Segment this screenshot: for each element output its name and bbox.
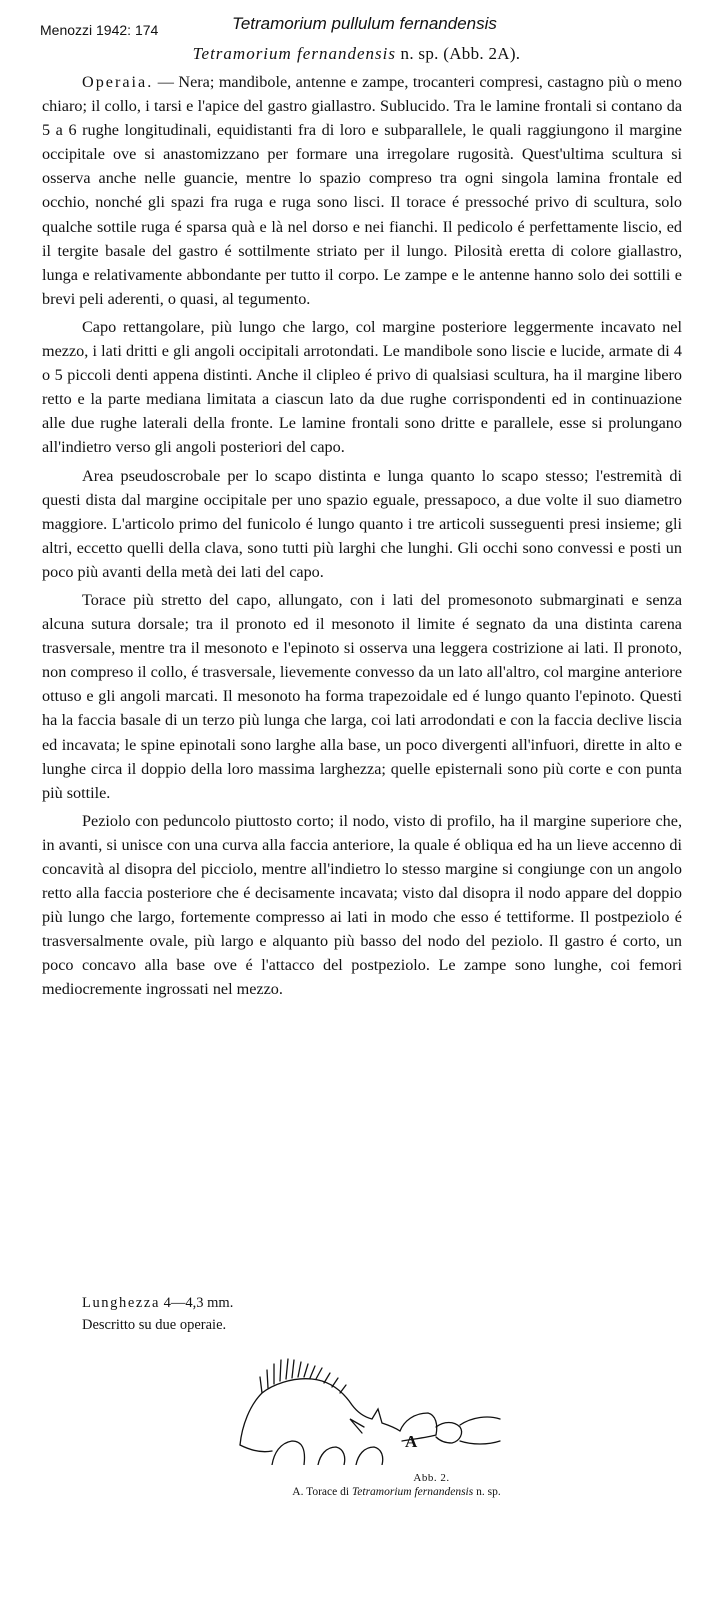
figure-caption bbox=[0, 1486, 713, 1498]
described-line: Descritto su due operaie. bbox=[82, 1317, 227, 1333]
figure-number: Abb. 2. bbox=[413, 1472, 450, 1484]
header-citation: Menozzi 1942: 174 bbox=[40, 22, 159, 38]
thorax-illustration bbox=[232, 1355, 502, 1465]
paragraph-petiole: Peziolo con peduncolo piuttosto corto; il nodo, visto di profilo, ha il margine superiore che, in avanti, si unisce con una curva alla faccia anteriore, la quale é obliqua ed ha un lieve accenno di concavità al disopra del picciolo, mentre all'indietro lo stesso margine si congiunge con un angolo retto alla faccia posteriore che é decisamente incavata; visto dal disopra il nodo appare del doppio più lungo che largo, fortemente compresso ai lati in modo che esso é tettiforme. Il postpeziolo é trasversalmente ovale, più largo e alquanto più basso del nodo del peziolo. Il gastro é corto, un poco concavo alla base ove é l'attacco del postpeziolo. Le zampe sono lunghe, coi femori mediocremente ingrossati nel mezzo. bbox=[42, 811, 682, 999]
paragraph-head: Capo rettangolare, più lungo che largo, col margine posteriore leggermente incavato nel mezzo, i lati dritti e gli angoli occipitali arrotondati. Le mandibole sono liscie e lucide, armate di 4 o 5 piccoli denti appena distinti. Anche il clipleo é privo di qualsiasi scultura, ha il margine libero retto e la parte mediana limitata a ciascun lato da due rughe corrispondenti ed in continuazione alle due rughe laterali della fronte. Le lamine frontali sono dritte e parallele, esse si prolungano all'indietro verso gli angoli posteriori del capo. bbox=[42, 317, 682, 457]
description-body bbox=[42, 70, 682, 1006]
paragraph-lead: Operaia. bbox=[82, 73, 154, 91]
paragraph-text: — Nera; mandibole, antenne e zampe, trocanteri compresi, castagno più o meno chiaro; il collo, i tarsi e l'apice del gastro giallastro. Sublucido. Tra le lamine frontali si contano da 5 a 6 rughe longitudinali, equidistanti fra di loro e subparallele, le quali raggiungono il margine occipitale ove si anastomizzano per formare una irregolare rugosità. Quest'ultima scultura si osserva anche nelle guancie, mentre lo spazio compreso tra ogni singola lamina frontale ed occhio, nonché gli spazi fra ruga e ruga sono lisci. Il torace é pressoché privo di scultura, solo qualche sottile ruga é sparsa quà e là nel dorso e nei fianchi. Il pedicolo é perfettamente liscio, ed il tergite basale del gastro é sottilmente striato per il lungo. Pilosità eretta di colore giallastro, lunga e relativamente abbondante per tutto il corpo. Le zampe e le antenne hanno solo dei sottili e brevi peli aderenti, o quasi, al tegumento. bbox=[42, 73, 682, 308]
header-taxon: Tetramorium pullulum fernandensis bbox=[232, 14, 497, 33]
caption-taxon: Tetramorium fernandensis bbox=[351, 1486, 474, 1498]
species-title bbox=[0, 44, 713, 64]
length-line bbox=[82, 1292, 233, 1314]
measurements bbox=[82, 1292, 233, 1336]
paragraph-antenna: Area pseudoscrobale per lo scapo distinta e lunga quanto lo scapo stesso; l'estremità di questi dista dal margine occipitale per uno spazio eguale, pressapoco, a due volte il suo diametro maggiore. L'articolo primo del funicolo é lungo quanto i tre articoli susseguenti presi insieme; gli altri, eccetto quelli della clava, sono tutti più larghi che lunghi. Gli occhi sono convessi e posti un poco più avanti della metà dei lati del capo. bbox=[42, 466, 682, 581]
species-name: Tetramorium fernandensis bbox=[192, 44, 396, 63]
paragraph-worker bbox=[42, 70, 682, 311]
paragraph-thorax: Torace più stretto del capo, allungato, con i lati del promesonoto submarginati e senza alcuna sutura dorsale; tra il pronoto ed il mesonoto il limite é segnato da una distinta carena trasversale, mentre tra il mesonoto e l'epinoto si osserva una leggera costrizione ai lati. Il pronoto, non compreso il collo, é trasversale, lievemente convesso da un lato all'altro, col margine anteriore ottuso e gli angoli marcati. Il mesonoto ha forma trapezoidale ed é lungo quanto l'epinoto. Questi ha la faccia basale di un terzo più lunga che larga, coi lati arrodondati e con la faccia declive liscia ed incavata; le spine epinotali sono larghe alla base, un poco divergenti all'infuori, dirette in alto e lunghe circa il doppio della loro massima larghezza; quelle episternali sono più corte e con punta più sottile. bbox=[42, 590, 682, 802]
caption-suffix: n. sp. bbox=[473, 1486, 501, 1498]
length-label: Lunghezza bbox=[82, 1295, 161, 1311]
caption-prefix: A. Torace di bbox=[292, 1486, 352, 1498]
figure-letter: A bbox=[405, 1432, 418, 1451]
species-suffix: n. sp. (Abb. 2A). bbox=[400, 44, 521, 63]
length-value: 4—4,3 mm. bbox=[160, 1295, 234, 1311]
